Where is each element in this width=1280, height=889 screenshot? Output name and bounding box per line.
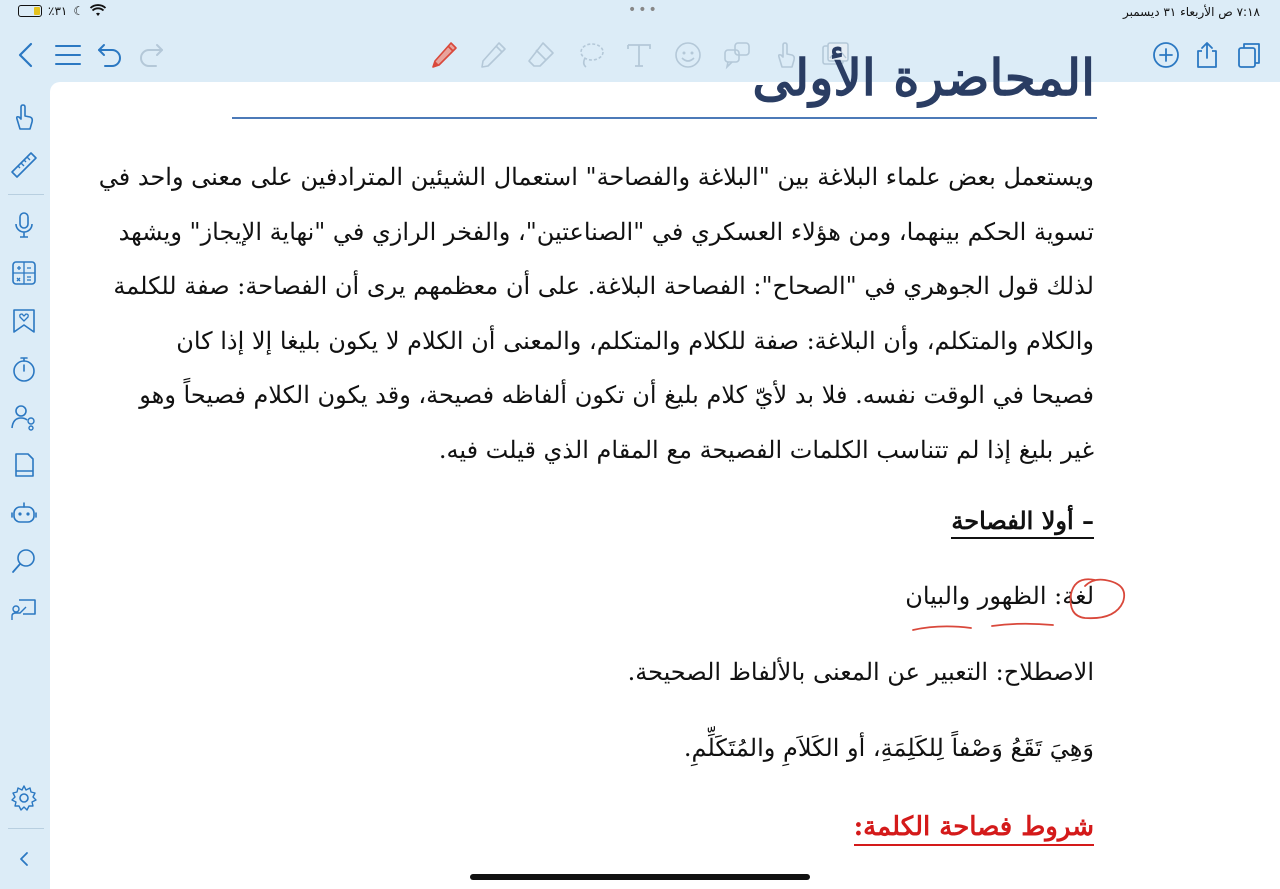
menu-icon[interactable] [51, 38, 85, 72]
paragraph-line: لذلك قول الجوهري في "الصحاح": الفصاحة البلاغة. على أن معظمهم يرى أن الفصاحة: صفة للكلمة [113, 272, 1094, 301]
battery-icon [18, 5, 42, 17]
redo-icon[interactable] [134, 38, 168, 72]
people-icon[interactable] [7, 400, 41, 434]
intro-paragraph [98, 150, 1094, 478]
status-left [18, 4, 106, 18]
assistant-robot-icon[interactable] [7, 496, 41, 530]
document-page[interactable] [50, 48, 1280, 889]
status-datetime: ٧:١٨ ص الأربعاء ٣١ ديسمبر [1122, 5, 1260, 19]
sticker-icon[interactable] [671, 38, 705, 72]
paragraph-line: غير بليغ إذا لم تتناسب الكلمات الفصيحة مع المقام الذي قيلت فيه. [438, 435, 1094, 464]
title-divider [232, 117, 1097, 119]
bookmark-heart-icon[interactable] [7, 304, 41, 338]
calculator-icon[interactable] [7, 256, 41, 290]
eraser-icon[interactable] [524, 38, 558, 72]
paragraph-line: ويستعمل بعض علماء البلاغة بين "البلاغة والفصاحة" استعمال الشيئين المترادفين على معنى واحد في [98, 163, 1094, 191]
back-icon[interactable] [10, 38, 44, 72]
add-page-icon[interactable] [1149, 38, 1183, 72]
pages-icon[interactable] [1232, 38, 1266, 72]
handwritten-annotation [905, 572, 1135, 634]
wahiya-line: وَهِيَ تَقَعُ وَصْفاً لِلكَلِمَةِ، أو الكَلاَمِ والمُتَكَلِّمِ. [683, 734, 1094, 762]
sidebar-separator-bottom [8, 828, 44, 829]
sidebar [0, 82, 48, 889]
timer-icon[interactable] [7, 352, 41, 386]
share-icon[interactable] [1190, 38, 1224, 72]
pencil-icon[interactable] [476, 38, 510, 72]
home-indicator[interactable] [470, 874, 810, 880]
multitask-dots[interactable]: ••• [628, 2, 659, 18]
presentation-icon[interactable] [7, 592, 41, 626]
paragraph-line: فصيحا في الوقت نفسه. فلا بد لأيّ كلام بليغ أن تكون ألفاظه فصيحة، وقد يكون الكلام فصيحاً وهو [139, 381, 1094, 410]
microphone-icon[interactable] [7, 208, 41, 242]
translate-icon[interactable] [720, 38, 754, 72]
lasso-icon[interactable] [574, 38, 608, 72]
ruler-icon[interactable] [7, 148, 41, 182]
document-icon[interactable] [7, 448, 41, 482]
pointer-hand-icon[interactable] [7, 100, 41, 134]
collapse-icon[interactable] [7, 842, 41, 876]
pen-icon[interactable] [427, 38, 461, 72]
status-bar [0, 0, 1280, 26]
wifi-icon [90, 5, 106, 17]
page-title: المحاضرة الأولى [752, 48, 1095, 107]
paragraph-line: تسوية الحكم بينهما، ومن هؤلاء العسكري في "الصناعتين"، والفخر الرازي في "نهاية الإيجاز" ويشهد [118, 217, 1094, 246]
battery-percent: ٪٣١ [48, 4, 68, 18]
sidebar-separator [8, 194, 44, 195]
conditions-heading: شروط فصاحة الكلمة: [854, 812, 1094, 846]
istilah-line: الاصطلاح: التعبير عن المعنى بالألفاظ الصحيحة. [627, 658, 1094, 686]
section-heading: – أولا الفصاحة [951, 506, 1094, 539]
paragraph-line: والكلام والمتكلم، وأن البلاغة: صفة للكلام والمتكلم، والمعنى أن الكلام لا يكون بليغا إلا إذا كان [176, 326, 1094, 355]
search-icon[interactable] [7, 544, 41, 578]
lugha-line: لغة: الظهور والبيان [905, 582, 1094, 610]
moon-icon: ☾ [73, 4, 85, 18]
undo-icon[interactable] [93, 38, 127, 72]
settings-icon[interactable] [7, 781, 41, 815]
text-icon[interactable] [622, 38, 656, 72]
